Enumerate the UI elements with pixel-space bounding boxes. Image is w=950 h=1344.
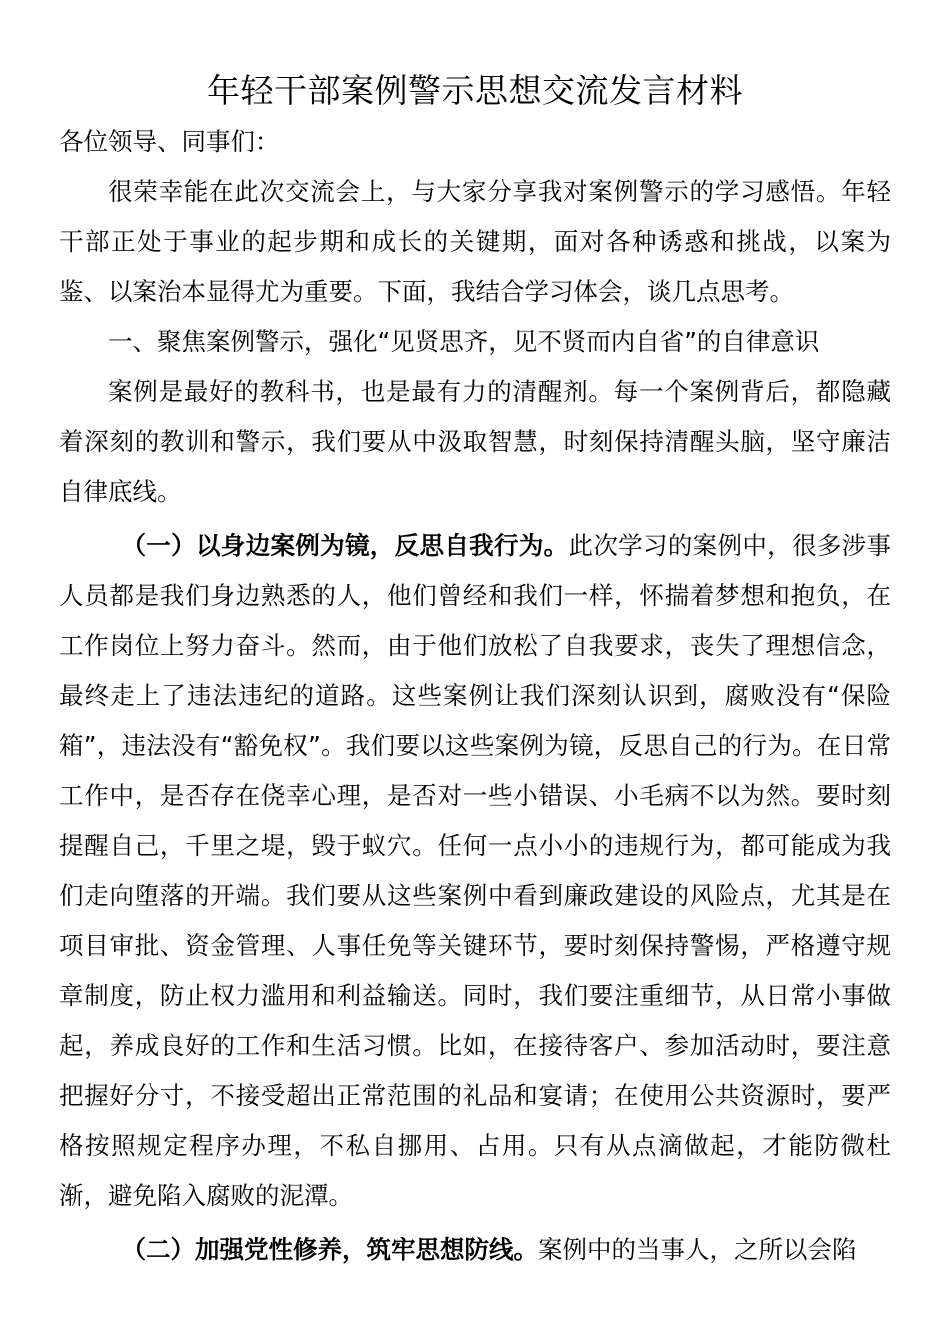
document-page bbox=[59, 62, 891, 1275]
subsection-2-body: 案例中的当事人，之所以会陷 bbox=[537, 1235, 857, 1264]
subsection-2-paragraph bbox=[59, 1225, 891, 1275]
subsection-1-body: 此次学习的案例中，很多涉事人员都是我们身边熟悉的人，他们曾经和我们一样，怀揣着梦想和抱负，在工作岗位上努力奋斗。然而，由于他们放松了自我要求，丧失了理想信念，最终走上了违法违纪的道路。这些案例让我们深刻认识到，腐败没有“保险箱”，违法没有“豁免权”。我们要以这些案例为镜，反思自己的行为。在日常工作中，是否存在侥幸心理，是否对一些小错误、小毛病不以为然。要时刻提醒自己，千里之堤，毁于蚁穴。任何一点小小的违规行为，都可能成为我们走向堕落的开端。我们要从这些案例中看到廉政建设的风险点，尤其是在项目审批、资金管理、人事任免等关键环节，要时刻保持警惕，严格遵守规章制度，防止权力滥用和利益输送。同时，我们要注重细节，从日常小事做起，养成良好的工作和生活习惯。比如，在接待客户、参加活动时，要注意把握好分寸，不接受超出正常范围的礼品和宴请；在使用公共资源时，要严格按照规定程序办理，不私自挪用、占用。只有从点滴做起，才能防微杜渐，避免陷入腐败的泥潭。 bbox=[59, 531, 892, 1210]
document-title: 年轻干部案例警示思想交流发言材料 bbox=[207, 71, 743, 110]
salutation: 各位领导、同事们： bbox=[59, 127, 280, 156]
subsection-1-paragraph bbox=[59, 521, 891, 1221]
section-1-body: 案例是最好的教科书，也是最有力的清醒剂。每一个案例背后，都隐藏着深刻的教训和警示，我们要从中汲取智慧，时刻保持清醒头脑，坚守廉洁自律底线。 bbox=[59, 377, 891, 506]
subsection-1-heading: （一）以身边案例为镜，反思自我行为。 bbox=[121, 531, 569, 560]
intro-paragraph: 很荣幸能在此次交流会上，与大家分享我对案例警示的学习感悟。年轻干部正处于事业的起步期和成长的关键期，面对各种诱惑和挑战，以案为鉴、以案治本显得尤为重要。下面，我结合学习体会，谈几点思考。 bbox=[59, 177, 891, 306]
section-1-heading: 一、聚焦案例警示，强化“见贤思齐，见不贤而内自省”的自律意识 bbox=[108, 327, 820, 356]
subsection-2-heading: （二）加强党性修养，筑牢思想防线。 bbox=[121, 1235, 538, 1264]
